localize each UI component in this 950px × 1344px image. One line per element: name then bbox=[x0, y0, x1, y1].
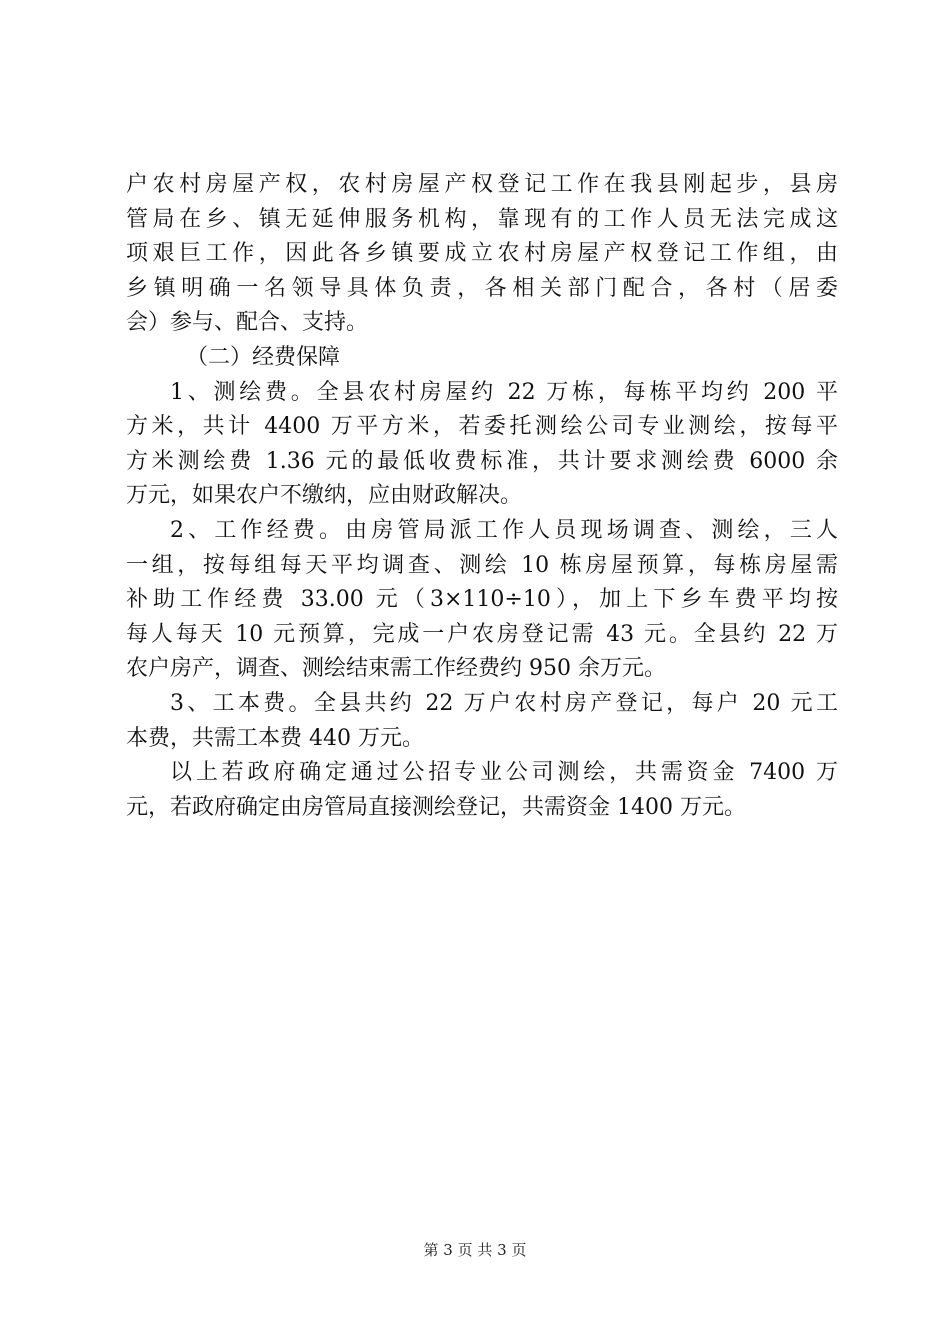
text-line: 2、工作经费。由房管局派工作人员现场调查、测绘，三人 bbox=[170, 517, 838, 543]
text-line: 方米，共计 4400 万平方米，若委托测绘公司专业测绘，按每平 bbox=[126, 414, 838, 440]
text-line: 元，若政府确定由房管局直接测绘登记，共需资金 1400 万元。 bbox=[126, 794, 746, 820]
page-number-footer: 第 3 页 共 3 页 bbox=[423, 1241, 527, 1259]
text-line: 一组，按每组每天平均调查、测绘 10 栋房屋预算，每栋房屋需 bbox=[126, 552, 838, 578]
section-heading: （二）经费保障 bbox=[186, 344, 341, 370]
text-line: 补助工作经费 33.00 元（3×110÷10），加上下乡车费平均按 bbox=[126, 587, 838, 613]
text-line: 会）参与、配合、支持。 bbox=[126, 310, 369, 336]
text-line: 1、测绘费。全县农村房屋约 22 万栋，每栋平均约 200 平 bbox=[170, 379, 838, 405]
text-line: 户农村房屋产权，农村房屋产权登记工作在我县刚起步，县房 bbox=[126, 172, 838, 197]
text-line: 3、工本费。全县共约 22 万户农村房产登记，每户 20 元工 bbox=[170, 690, 838, 716]
text-line: 管局在乡、镇无延伸服务机构，靠现有的工作人员无法完成这 bbox=[126, 206, 838, 232]
text-line: 方米测绘费 1.36 元的最低收费标准，共计要求测绘费 6000 余 bbox=[126, 448, 838, 474]
text-line: 农户房产，调查、测绘结束需工作经费约 950 余万元。 bbox=[126, 656, 666, 682]
text-line: 万元，如果农户不缴纳，应由财政解决。 bbox=[126, 483, 523, 509]
text-line: 项艰巨工作，因此各乡镇要成立农村房屋产权登记工作组，由 bbox=[126, 241, 838, 267]
text-line: 以上若政府确定通过公招专业公司测绘，共需资金 7400 万 bbox=[170, 760, 838, 786]
text-line: 每人每天 10 元预算，完成一户农房登记需 43 元。全县约 22 万 bbox=[126, 621, 838, 647]
text-line: 本费，共需工本费 440 万元。 bbox=[126, 725, 424, 751]
text-line: 乡镇明确一名领导具体负责，各相关部门配合，各村（居委 bbox=[126, 275, 838, 301]
document-body bbox=[126, 168, 838, 825]
